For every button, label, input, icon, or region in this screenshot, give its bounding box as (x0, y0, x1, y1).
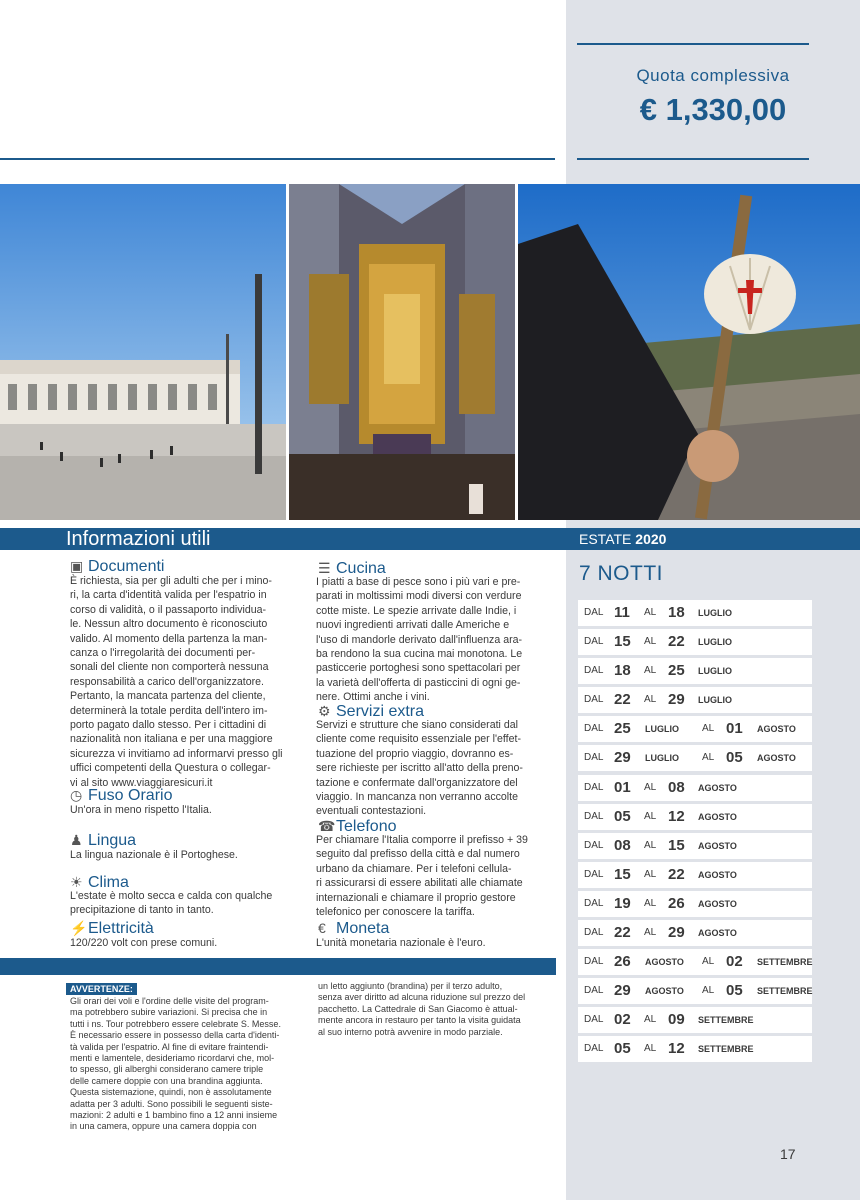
season-title: ESTATE 2020 (579, 531, 667, 547)
departure-dates-table (578, 600, 812, 1066)
text-line: l'uso di mandorle derivato dall'influenza ara- (316, 633, 523, 646)
date-row (578, 833, 812, 859)
text-line: sere richieste per iscritto all'atto della preno- (316, 762, 523, 775)
services-icon: ⚙ (318, 703, 331, 719)
text-line: cotte miste. Le spezie arrivate dalle Indie, i (316, 604, 517, 617)
date-row (578, 658, 812, 684)
from-day: 22 (614, 691, 631, 709)
to-month: LUGLIO (698, 666, 732, 677)
text-line: sonali del cliente non comporterà nessuna (70, 661, 269, 674)
date-row (578, 920, 812, 946)
from-day: 15 (614, 865, 631, 883)
dal-label: DAL (584, 956, 604, 968)
warnings-bar (0, 958, 556, 975)
text-line: nazionalità non italiana e per una maggiore (70, 733, 273, 746)
dal-label: DAL (584, 665, 604, 677)
text-line: pasticcerie portoghesi sono spettacolari per (316, 662, 521, 675)
to-month: LUGLIO (698, 608, 732, 618)
text-line: eventuali contestazioni. (316, 805, 427, 818)
to-day: 29 (668, 691, 685, 709)
date-row (578, 949, 812, 975)
from-month: AGOSTO (645, 986, 684, 997)
al-label: AL (644, 607, 657, 618)
heading-telefono: ☎Telefono (318, 818, 397, 835)
dal-label: DAL (584, 1014, 604, 1026)
from-day: 15 (614, 633, 631, 651)
from-day: 08 (614, 836, 631, 854)
passport-icon: ▣ (70, 558, 84, 574)
text-line: la varietà dell'offerta di pasticcini di ogni ge- (316, 676, 521, 689)
to-day: 09 (668, 1011, 685, 1029)
text-line: Gli orari dei voli e l'ordine delle visite del program- (70, 996, 269, 1006)
text-line: valido. Al momento della partenza la man- (70, 632, 268, 645)
heading-moneta: € Moneta (318, 920, 390, 937)
text-line: precipitazione di tanto in tanto. (70, 904, 214, 917)
to-day: 05 (726, 749, 743, 767)
phone-icon: ☎ (318, 818, 336, 834)
warnings-text-col2 (318, 981, 558, 1038)
price-label: Quota complessiva (636, 66, 790, 85)
al-label: AL (644, 1043, 657, 1055)
heading-documenti: ▣ Documenti (70, 558, 165, 575)
text-lingua: La lingua nazionale è il Portoghese. (70, 849, 238, 861)
text-line: tazione e confermate dall'organizzatore del (316, 776, 518, 789)
al-label: AL (644, 810, 657, 822)
text-line: un letto aggiunto (brandina) per il terzo adulto, (318, 981, 503, 991)
date-row (578, 1036, 812, 1062)
text-line: telefonico per conoscere la tariffa. (316, 906, 475, 919)
dal-label: DAL (584, 810, 604, 822)
text-fuso-orario: Un'ora in meno rispetto l'Italia. (70, 804, 212, 816)
text-line: menti e lamentele, desideriamo ricordarvi che, mol- (70, 1053, 275, 1064)
text-line: Per chiamare l'Italia comporre il prefisso + 39 (316, 834, 528, 846)
text-line: Pertanto, la mancata partenza del cliente, (70, 690, 266, 703)
al-label: AL (702, 985, 715, 997)
text-line: I piatti a base di pesce sono i più vari e pre- (316, 576, 521, 588)
to-month: LUGLIO (698, 637, 732, 648)
date-row (578, 978, 812, 1004)
text-line: mente ancora in restauro per tanto la visita guidata (318, 1015, 521, 1026)
text-line: ma potrebbero subire variazioni. Si precisa che in (70, 1007, 268, 1018)
to-month: SETTEMBRE (698, 1044, 754, 1055)
to-month: SETTEMBRE (698, 1015, 754, 1026)
dal-label: DAL (584, 607, 604, 618)
text-line: ba rendono la sua cucina mai monotona. Le (316, 648, 523, 661)
page-number: 17 (780, 1146, 796, 1162)
to-day: 22 (668, 865, 685, 883)
al-label: AL (644, 781, 657, 793)
al-label: AL (702, 956, 715, 968)
to-month: AGOSTO (698, 898, 737, 909)
to-day: 29 (668, 924, 685, 942)
dal-label: DAL (584, 985, 604, 997)
dal-label: DAL (584, 927, 604, 939)
date-row (578, 745, 812, 771)
text-line: nuovi ingredienti arrivati dalle Americhe e (316, 619, 510, 632)
divider (0, 158, 555, 160)
text-clima (70, 889, 308, 918)
text-line: tutti i ns. Tour potrebbero essere celebrate S. Messe. (70, 1018, 281, 1029)
al-label: AL (644, 665, 657, 677)
to-month: AGOSTO (757, 753, 796, 764)
to-month: AGOSTO (698, 928, 737, 939)
al-label: AL (644, 868, 657, 880)
text-line: determinerà la totale perdita dell'intero im- (70, 704, 268, 717)
photo-fatima-sanctuary (0, 184, 286, 520)
text-line: cliente come requisito essenziale per l'effet- (316, 733, 521, 746)
from-month: LUGLIO (645, 724, 679, 735)
from-day: 05 (614, 1040, 631, 1058)
al-label: AL (702, 723, 715, 735)
text-line: seguito dal prefisso della città e dal numero (316, 848, 520, 861)
from-day: 29 (614, 982, 631, 1000)
text-line: senza aver diritto ad alcuna riduzione sul prezzo del (318, 992, 526, 1003)
from-day: 25 (614, 720, 631, 738)
date-row (578, 629, 812, 655)
to-day: 15 (668, 836, 685, 854)
divider (577, 158, 809, 160)
text-line: adatta per 3 adulti. Sono possibili le seguenti siste- (70, 1098, 273, 1109)
text-line: le. Nessun altro documento è riconosciuto (70, 618, 268, 631)
plug-icon: ⚡ (70, 920, 88, 936)
text-line: L'estate è molto secca e calda con qualche (70, 890, 273, 902)
from-day: 22 (614, 924, 631, 942)
text-line: delle camere doppie con una brandina aggiunta. (70, 1075, 263, 1086)
weather-icon: ☀ (70, 874, 83, 890)
dal-label: DAL (584, 839, 604, 851)
date-row (578, 804, 812, 830)
to-month: AGOSTO (698, 869, 737, 880)
to-day: 22 (668, 633, 685, 651)
text-line: in una camera, oppure una camera doppia con (70, 1121, 257, 1132)
text-servizi-extra (316, 718, 556, 819)
to-day: 12 (668, 1040, 685, 1058)
from-day: 02 (614, 1011, 631, 1029)
text-line: viaggio. In mancanza non verranno accolte (316, 791, 518, 804)
text-elettricita: 120/220 volt con prese comuni. (70, 937, 218, 949)
text-line: Servizi e strutture che siano considerati dal (316, 719, 518, 731)
al-label: AL (702, 752, 715, 764)
text-line: ri, la carta d'identità valida per l'espatrio in (70, 589, 267, 602)
to-month: SETTEMBRE (757, 957, 813, 968)
text-line: internazionali e chiamare il proprio gestore (316, 891, 516, 904)
text-cucina (316, 575, 556, 705)
heading-clima: ☀ Clima (70, 874, 129, 891)
text-line: mazioni: 2 adulti e 1 bambino fino a 12 anni insieme (70, 1110, 278, 1121)
text-line: tuazione del proprio viaggio, dovranno es- (316, 747, 514, 760)
text-line: to spesso, gli alberghi considerano camere triple (70, 1064, 264, 1075)
text-line: porto pagato dallo stesso. Per i cittadini di (70, 719, 267, 732)
heading-servizi-extra: ⚙ Servizi extra (318, 703, 425, 720)
text-line: È necessario essere in possesso della carta d'identi- (70, 1030, 280, 1041)
warnings-label: AVVERTENZE: (66, 983, 137, 995)
from-day: 18 (614, 662, 631, 680)
price-value: € 1,330,00 (639, 92, 787, 127)
text-line: È richiesta, sia per gli adulti che per i mino- (70, 575, 272, 587)
dal-label: DAL (584, 694, 604, 706)
text-line: ri assicurarsi di essere abilitati alle chiamate (316, 877, 523, 890)
from-day: 29 (614, 749, 631, 767)
from-day: 05 (614, 807, 631, 825)
text-moneta: L'unità monetaria nazionale è l'euro. (316, 937, 486, 949)
date-row (578, 862, 812, 888)
to-month: AGOSTO (757, 724, 796, 735)
from-day: 26 (614, 953, 631, 971)
al-label: AL (644, 636, 657, 648)
al-label: AL (644, 1014, 657, 1026)
text-line: nere. Ottimi anche i vini. (316, 691, 430, 704)
dal-label: DAL (584, 1043, 604, 1055)
to-day: 25 (668, 662, 685, 680)
to-month: LUGLIO (698, 695, 732, 706)
text-line: Questa sistemazione, quindi, non è assolutamente (70, 1087, 272, 1098)
al-label: AL (644, 839, 657, 851)
warnings-text-col1 (70, 996, 308, 1133)
dal-label: DAL (584, 636, 604, 648)
text-line: parati in moltissimi modi diversi con verdure (316, 590, 522, 603)
from-day: 01 (614, 778, 631, 796)
divider (577, 43, 809, 45)
photo-cathedral-interior (289, 184, 515, 520)
heading-lingua: ♟ Lingua (70, 832, 137, 849)
to-day: 02 (726, 953, 743, 971)
to-day: 18 (668, 604, 685, 621)
al-label: AL (644, 694, 657, 706)
to-day: 08 (668, 778, 685, 796)
from-day: 19 (614, 894, 631, 912)
to-month: AGOSTO (698, 782, 737, 793)
date-row (578, 687, 812, 713)
text-line: tà valida per l'espatrio. Al fine di evitare fraintendi- (70, 1041, 269, 1052)
dal-label: DAL (584, 723, 604, 735)
clock-icon: ◷ (70, 787, 83, 803)
date-row (578, 1007, 812, 1033)
text-line: sicurezza vi invitiamo ad informarvi presso gli (70, 747, 283, 760)
date-row (578, 716, 812, 742)
photo-pilgrim-shell (518, 184, 860, 520)
text-line: vi al sito www.viaggiaresicuri.it (70, 776, 213, 789)
from-day: 11 (614, 604, 630, 621)
to-day: 12 (668, 807, 685, 825)
to-month: AGOSTO (698, 840, 737, 851)
to-day: 01 (726, 720, 743, 738)
text-line: pacchetto. La Cattedrale di San Giacomo è attual- (318, 1003, 518, 1014)
euro-icon: € (318, 920, 326, 936)
to-day: 26 (668, 894, 685, 912)
dal-label: DAL (584, 897, 604, 909)
date-row (578, 775, 812, 801)
heading-cucina: ☰ Cucina (318, 560, 386, 577)
al-label: AL (644, 927, 657, 939)
text-line: responsabilità a carico dell'organizzatore. (70, 675, 264, 688)
to-month: SETTEMBRE (757, 986, 813, 997)
text-documenti (70, 574, 308, 790)
dal-label: DAL (584, 868, 604, 880)
date-row (578, 891, 812, 917)
text-line: al suo interno potrà avvenire in modo parziale. (318, 1026, 503, 1037)
text-line: urbano da chiamare. Per i telefoni cellula- (316, 862, 512, 875)
heading-elettricita: ⚡Elettricità (70, 920, 154, 937)
dal-label: DAL (584, 752, 604, 764)
nights-label: 7 NOTTI (579, 562, 664, 585)
text-line: canza o l'irregolarità dei documenti per- (70, 647, 256, 660)
text-line: uffici competenti della Questura o collegar- (70, 762, 271, 775)
from-month: LUGLIO (645, 753, 679, 764)
to-day: 05 (726, 982, 743, 1000)
al-label: AL (644, 897, 657, 909)
dal-label: DAL (584, 781, 604, 793)
from-month: AGOSTO (645, 957, 684, 968)
text-telefono (316, 833, 556, 919)
cutlery-icon: ☰ (318, 560, 331, 576)
section-title: Informazioni utili (66, 528, 211, 550)
date-row (578, 600, 812, 626)
text-line: corso di validità, o il passaporto individua- (70, 603, 267, 616)
to-month: AGOSTO (698, 811, 737, 822)
people-icon: ♟ (70, 832, 83, 848)
heading-fuso-orario: ◷ Fuso Orario (70, 787, 173, 804)
